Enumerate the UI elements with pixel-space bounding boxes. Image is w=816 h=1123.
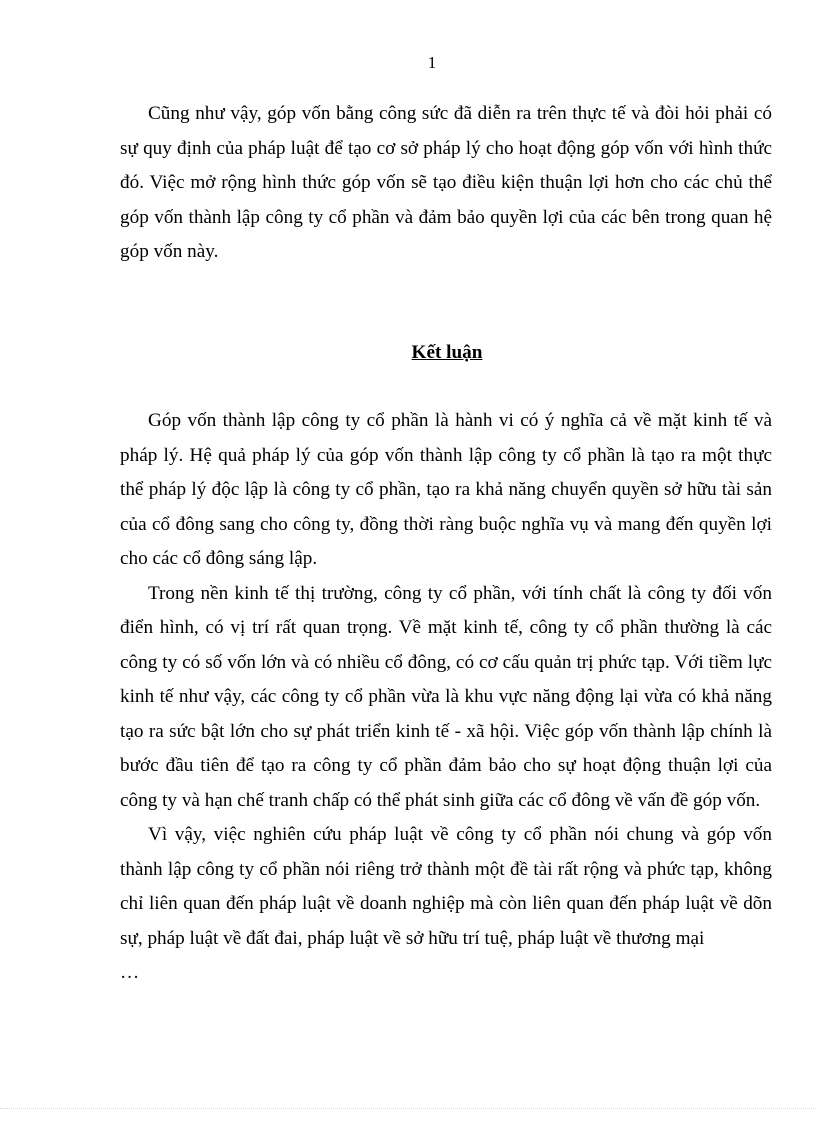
- conclusion-paragraph-3: Vì vậy, việc nghiên cứu pháp luật về công ty cổ phần nói chung và góp vốn thành lập công ty cổ phần nói riêng trở thành một đề tài rất rộng và phức tạp, không chỉ liên quan đến pháp luật về doanh nghiệp mà còn liên quan đến pháp luật về dõn sự, pháp luật về đất đai, pháp luật về sở hữu trí tuệ, pháp luật về thương mại: [120, 824, 772, 949]
- page-number: 1: [427, 53, 437, 72]
- page-bottom-rule: [0, 1108, 816, 1109]
- conclusion-section: [120, 404, 772, 991]
- intro-paragraph: Cũng như vậy, góp vốn bằng công sức đã diễn ra trên thực tế và đòi hỏi phải có sự quy định của pháp luật để tạo cơ sở pháp lý cho hoạt động góp vốn với hình thức đó. Việc mở rộng hình thức góp vốn sẽ tạo điều kiện thuận lợi hơn cho các chủ thể góp vốn thành lập công ty cổ phần và đảm bảo quyền lợi của các bên trong quan hệ góp vốn này.: [120, 103, 772, 262]
- conclusion-heading: Kết luận: [411, 342, 483, 363]
- conclusion-paragraph-2: Trong nền kinh tế thị trường, công ty cổ phần, với tính chất là công ty đối vốn điển hình, có vị trí rất quan trọng. Về mặt kinh tế, công ty cổ phần thường là các công ty có số vốn lớn và có nhiều cổ đông, có cơ cấu quản trị phức tạp. Với tiềm lực kinh tế như vậy, các công ty cổ phần vừa là khu vực năng động lại vừa có khả năng tạo ra sức bật lớn cho sự phát triển kinh tế - xã hội. Việc góp vốn thành lập chính là bước đầu tiên để tạo ra công ty cổ phần đảm bảo cho sự hoạt động thuận lợi của công ty và hạn chế tranh chấp có thể phát sinh giữa các cổ đông về vấn đề góp vốn.: [120, 582, 772, 811]
- ellipsis: …: [120, 962, 140, 983]
- conclusion-paragraph-1: Góp vốn thành lập công ty cổ phần là hành vi có ý nghĩa cả về mặt kinh tế và pháp lý. Hệ quả pháp lý của góp vốn thành lập công ty cổ phần là tạo ra một thực thể pháp lý độc lập là công ty cổ phần, tạo ra khả năng chuyển quyền sở hữu tài sản của cổ đông sang cho công ty, đồng thời ràng buộc nghĩa vụ và mang đến quyền lợi cho các cổ đông sáng lập.: [120, 410, 772, 569]
- intro-section: [120, 97, 772, 270]
